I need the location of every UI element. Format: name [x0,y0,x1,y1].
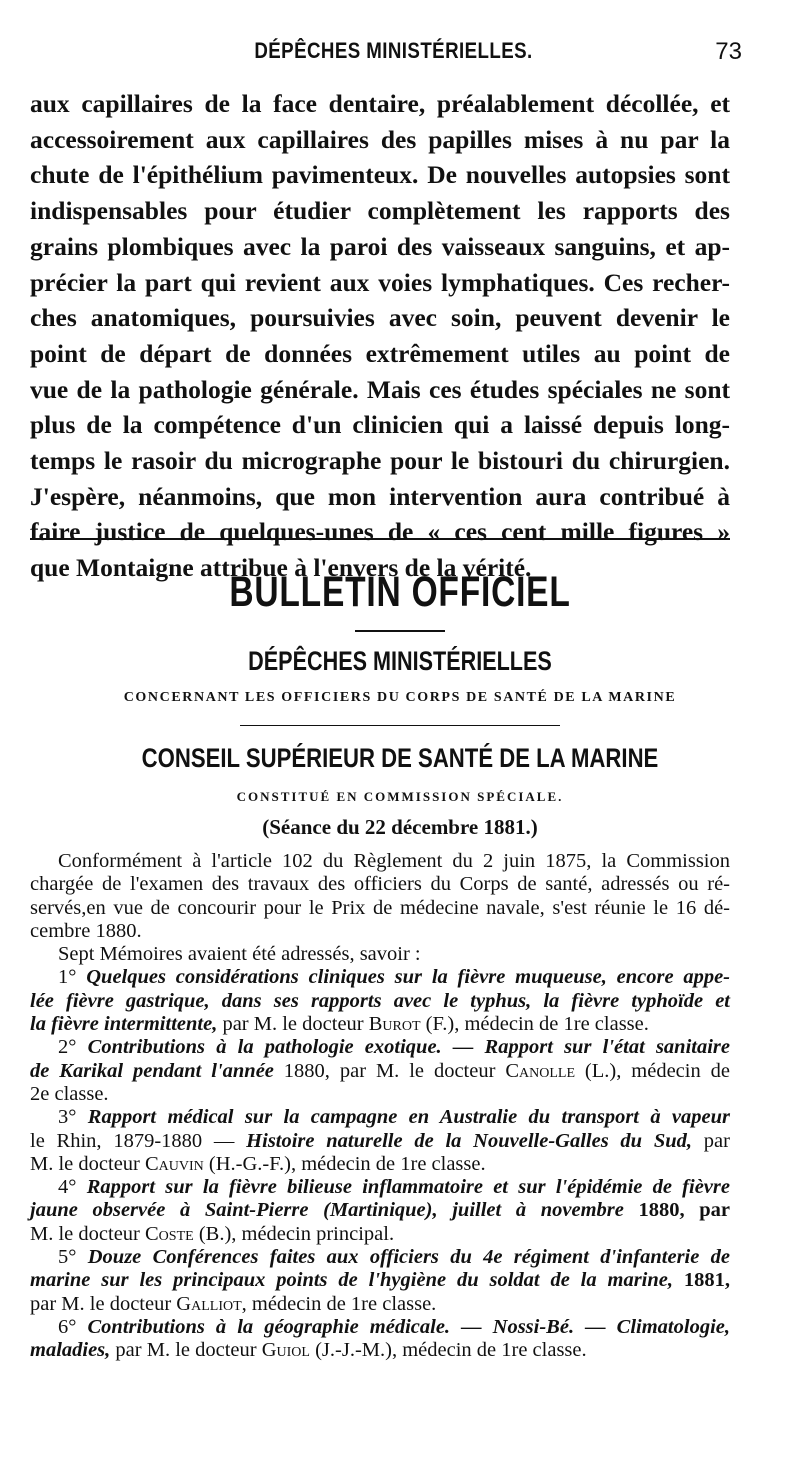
author-name: Coste [145,1222,194,1245]
memoire-title: Rapport médical sur la campagne en Australie du transport à vapeur [87,1106,730,1129]
bulletin-title: BULLETIN OFFICIEL [229,568,571,616]
memoire-title: marine sur les principaux points de l'hygiène du soldat de la marine, [30,1269,673,1292]
text-line [30,1199,730,1222]
text-line [30,1036,730,1059]
author-text: par M. le docteur [30,1292,177,1315]
text-line: faire justice de quelques-unes de « ces cent mille figures » [30,517,730,547]
text-line [30,1339,730,1362]
text-line [30,990,730,1013]
memoire-title: Douze Conférences faites aux officiers du 4e régiment d'infanterie de [87,1246,730,1269]
memoire-title: Contributions à la géographie médicale. — Nossi-Bé. — Climatologie, [87,1315,730,1338]
memoire-title: lée fièvre gastrique, dans ses rapports avec le typhus, la fièvre typhoïde et [30,989,730,1012]
running-title: DÉPÊCHES MINISTÉRIELLES. [254,38,533,63]
text-line: servés,en vue de concourir pour le Prix de médecine navale, s'est réunie le 16 dé- [30,896,730,919]
text-line: Sept Mémoires avaient été adressés, savoir : [58,943,421,966]
text-line: aux capillaires de la face dentaire, préalablement décollée, et [30,89,730,118]
author-text: 1880, par [623,1199,731,1222]
text-line: que Montaigne attribue à l'envers de la vérité. [30,553,532,583]
council-heading: CONSEIL SUPÉRIEUR DE SANTÉ DE LA MARINE [141,743,659,773]
report-body [30,850,730,1363]
text-line [30,1223,730,1246]
text-line: grains plombiques avec la paroi des vaisseaux sanguins, et ap- [30,231,730,261]
text-line: cembre 1880. [30,919,142,942]
text-line [30,1153,730,1176]
text-line: J'espère, néanmoins, que mon intervention aura contribué à [30,481,730,511]
text-line: Conformément à l'article 102 du Règlement du 2 juin 1875, la Commission [58,850,730,872]
text-line: temps le rasoir du micrographe pour le bistouri du chirurgien. [30,446,730,476]
text-line [30,1013,730,1036]
text-line [30,1293,730,1316]
text-line: accessoirement aux capillaires des papilles mises à nu par la [30,124,730,154]
text-line: précier la part qui revient aux voies lymphatiques. Ces recher- [30,267,730,297]
memoire-item-3 [30,1106,730,1176]
author-name: Guiol [261,1339,310,1362]
text-line: ches anatomiques, poursuivies avec soin, peuvent devenir le [30,303,730,333]
text-line [30,1130,730,1153]
author-text: 1881, [673,1269,730,1292]
text-line: indispensables pour étudier complètement les rapports des [30,196,730,226]
memoire-title: Histoire naturelle de la Nouvelle-Galles du Sud, [246,1129,693,1152]
author-text: M. le docteur [30,1152,145,1175]
memoire-item-5 [30,1246,730,1316]
memoire-item-6 [30,1316,730,1363]
session-date: (Séance du 22 décembre 1881.) [262,815,538,839]
text-line [30,1316,730,1339]
memoire-title: Rapport sur la fièvre bilieuse inflammatoire et sur l'épidémie de fièvre [86,1176,730,1199]
subsection-rule [240,725,560,726]
author-text: (L.), médecin de [575,1059,730,1082]
author-text: le Rhin, 1879-1880 — [30,1129,247,1152]
text-line [30,1106,730,1129]
memoire-title: Contributions à la pathologie exotique. — Rapport sur l'état sanitaire [87,1036,730,1059]
running-head [45,38,742,72]
memoire-title: de Karikal pendant l'année [30,1059,274,1082]
author-text: (J.-J.-M.), médecin de 1re classe. [309,1339,587,1362]
section-subheading: CONCERNANT LES OFFICIERS DU CORPS DE SANTÉ DE LA MARINE [123,690,677,705]
memoire-title: maladies, [30,1339,111,1362]
council-subheading: CONSTITUÉ EN COMMISSION SPÉCIALE. [236,789,564,804]
memoire-title: la fièvre intermittente, [30,1013,218,1036]
page-number: 73 [715,38,742,65]
item-number: 3° [58,1106,88,1129]
text-line [30,1269,730,1292]
author-text: par [692,1129,730,1152]
text-line: chargée de l'examen des travaux des officiers du Corps de santé, adressés ou ré- [30,873,730,896]
author-name: Canolle [505,1059,576,1082]
lead-paragraph [30,86,730,586]
author-text: 1880, par M. le docteur [273,1059,506,1082]
author-text: (F.), médecin de 1re classe. [420,1013,649,1036]
item-number: 4° [58,1176,87,1199]
memoire-item-4 [30,1176,730,1246]
memoire-title: jaune observée à Saint-Pierre (Martinique), juillet à novembre [30,1199,624,1222]
author-name: Galliot [176,1292,242,1315]
author-text: , médecin de 1re classe. [241,1292,437,1315]
author-text: par M. le docteur [110,1339,262,1362]
item-number: 2° [58,1036,88,1059]
title-rule [355,630,445,632]
text-line [30,1060,730,1083]
item-number: 5° [58,1246,88,1269]
text-line: chute de l'épithélium pavimenteux. De nouvelles autopsies sont [30,160,730,190]
author-name: Burot [368,1013,421,1036]
author-name: Cauvin [145,1152,204,1175]
text-line [30,966,730,989]
item-number: 1° [58,966,87,989]
text-line: point de départ de données extrêmement utiles au point de [30,338,730,368]
section-heading: DÉPÊCHES MINISTÉRIELLES [248,646,552,676]
memoire-item-1 [30,966,730,1036]
text-line: plus de la compétence d'un clinicien qui a laissé depuis long- [30,410,730,440]
memoire-item-2 [30,1036,730,1106]
section-divider [30,538,730,540]
item-number: 6° [58,1315,88,1338]
text-line [30,1176,730,1199]
author-text: M. le docteur [30,1222,145,1245]
author-text: par M. le docteur [217,1013,369,1036]
text-line: vue de la pathologie générale. Mais ces études spéciales ne sont [30,374,730,404]
text-line [30,1246,730,1269]
text-line: 2e classe. [30,1082,109,1105]
author-text: (B.), médecin principal. [193,1222,395,1245]
author-text: (H.-G.-F.), médecin de 1re classe. [203,1152,486,1175]
memoire-title: Quelques considérations cliniques sur la fièvre muqueuse, encore appe- [86,966,731,989]
